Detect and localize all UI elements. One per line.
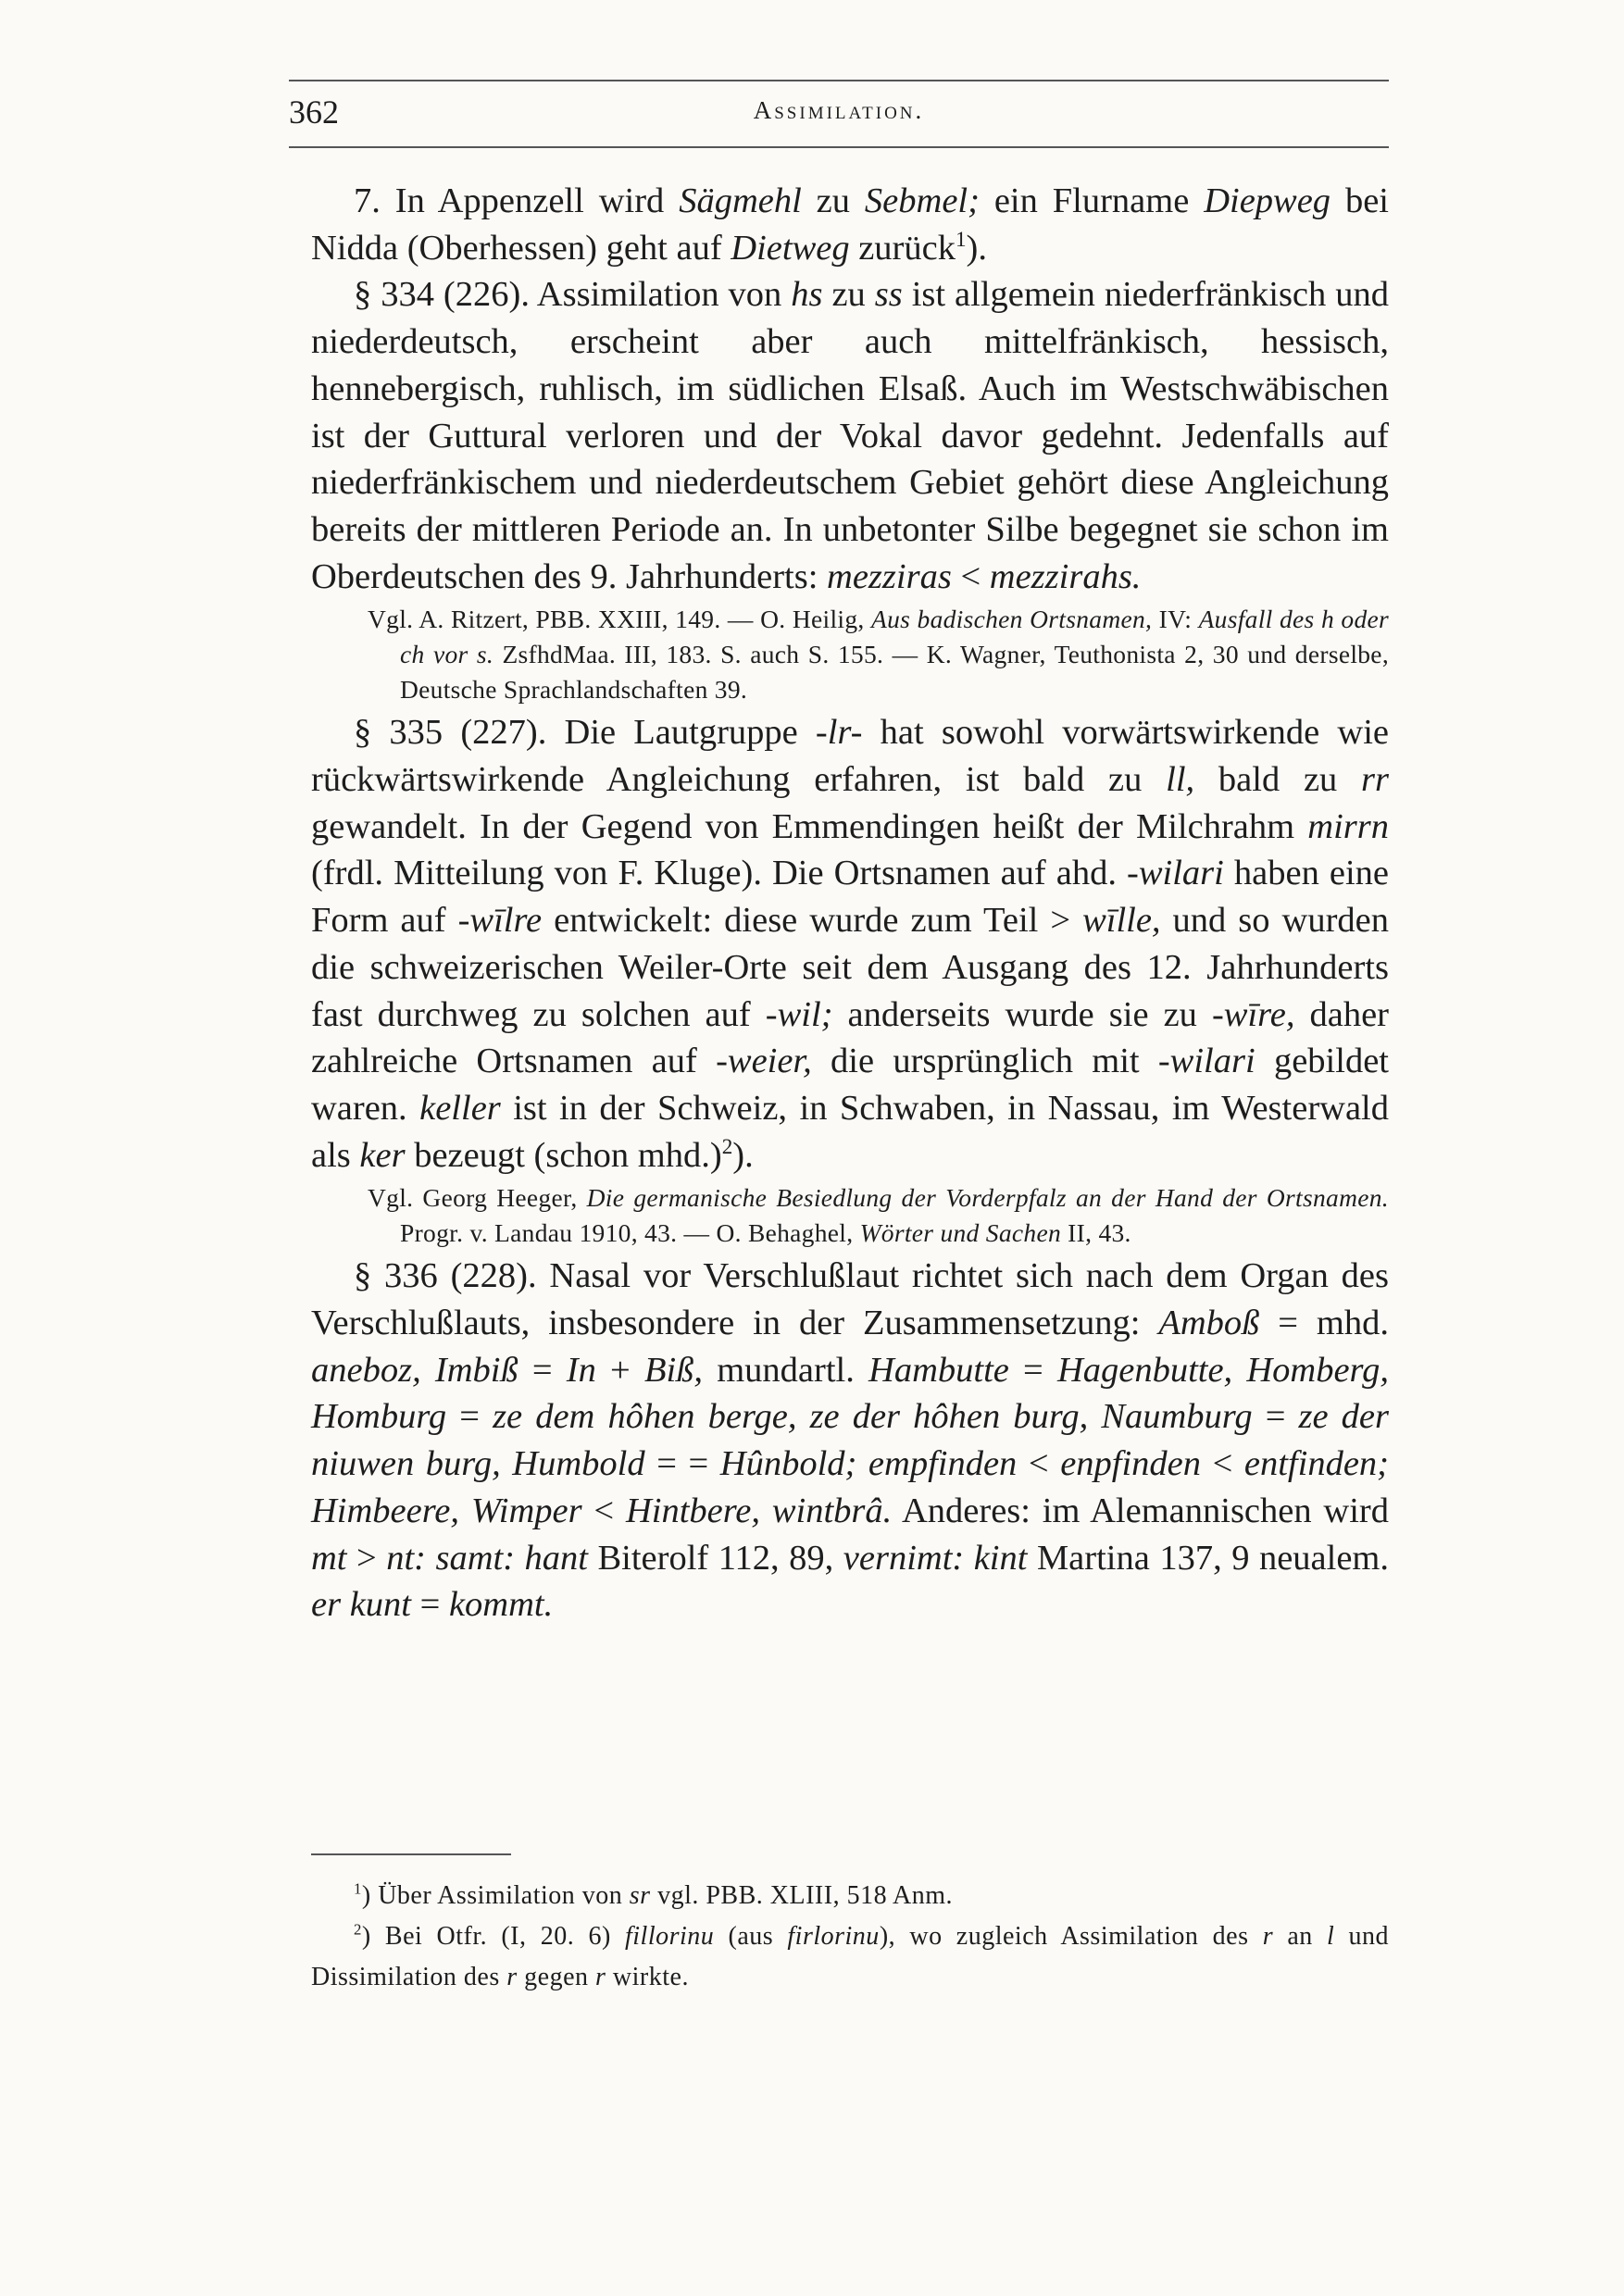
header-bottom-rule bbox=[289, 146, 1389, 148]
section-335: § 335 (227). Die Lautgruppe -lr- hat sowohl vorwärtswirkende wie rückwärtswirkende Angleichung erfahren, ist bald zu ll, bald zu rr gewandelt. In der Gegend von Emmendingen heißt der Milchrahm mirrn (frdl. Mitteilung von F. Kluge). Die Ortsnamen auf ahd. -wilari haben eine Form auf -wīlre entwickelt: diese wurde zum Teil > wīlle, und so wurden die schweizerischen Weiler-Orte seit dem Ausgang des 12. Jahrhunderts fast durchweg zu solchen auf -wil; anderseits wurde sie zu -wīre, daher zahlreiche Ortsnamen auf -weier, die ursprünglich mit -wilari gebildet waren. keller ist in der Schweiz, in Schwaben, in Nassau, im Westerwald als ker bezeugt (schon mhd.)$^2$). bbox=[311, 713, 1390, 1175]
footnote-1: $^1$) Über Assimilation von sr vgl. PBB. XLIII, 518 Anm. bbox=[354, 1879, 954, 1910]
section-336: § 336 (228). Nasal vor Verschlußlaut richtet sich nach dem Organ des Verschlußlauts, insbesondere in der Zusammensetzung: Amboß = mhd. aneboz, Imbiß = In + Biß, mundartl. Hambutte = Hagenbutte, Homberg, Homburg = ze dem hôhen berge, ze der hôhen burg, Naumburg = ze der niuwen burg, Humbold = = Hûnbold; empfinden < enpfinden < entfinden; Himbeere, Wimper < Hintbere, wintbrâ. Anderes: im Alemannischen wird mt > nt: samt: hant Biterolf 112, 89, vernimt: kint Martina 137, 9 neualem. er kunt = kommt. bbox=[311, 1256, 1390, 1625]
section-334-references: Vgl. A. Ritzert, PBB. XXIII, 149. — O. Heilig, Aus badischen Ortsnamen, IV: Ausfall des h oder ch vor s. ZsfhdMaa. III, 183. S. auch S. 155. — K. Wagner, Teuthonista 2, 30 und derselbe, Deutsche Sprachlandschaften 39. bbox=[368, 605, 1390, 705]
page-header bbox=[289, 93, 1389, 139]
footnotes bbox=[311, 1853, 1389, 1998]
footnote-2: $^2$) Bei Otfr. (I, 20. 6) fillorinu (aus firlorinu), wo zugleich Assimilation des r an l und Dissimilation des r gegen r wirkte. bbox=[311, 1920, 1389, 1991]
header-top-rule bbox=[289, 80, 1389, 81]
main-text bbox=[311, 178, 1389, 1628]
section-335-references: Vgl. Georg Heeger, Die germanische Besiedlung der Vorderpfalz an der Hand der Ortsnamen. Progr. v. Landau 1910, 43. — O. Behaghel, Wörter und Sachen II, 43. bbox=[368, 1183, 1389, 1248]
footnote-rule bbox=[311, 1853, 511, 1855]
section-334: § 334 (226). Assimilation von hs zu ss ist allgemein niederfränkisch und niederdeutsch, erscheint aber auch mittelfränkisch, hessisch, hennebergisch, ruhlisch, im südlichen Elsaß. Auch im Westschwäbischen ist der Guttural verloren und der Vokal davor gedehnt. Jedenfalls auf niederfränkischem und niederdeutschem Gebiet gehört diese Angleichung bereits der mittleren Periode an. In unbetonter Silbe begegnet sie schon im Oberdeutschen des 9. Jahrhunderts: mezziras < mezzirahs. bbox=[311, 275, 1389, 596]
page-number: 362 bbox=[289, 94, 339, 131]
running-title: Assimilation. bbox=[753, 96, 925, 124]
footnote-ref-1: 1 bbox=[955, 226, 967, 251]
footnote-ref-2: 2 bbox=[721, 1133, 733, 1158]
paragraph-7: 7. In Appenzell wird Sägmehl zu Sebmel; ein Flurname Diepweg bei Nidda (Oberhessen) geht auf Dietweg zurück$^1$). bbox=[311, 181, 1389, 268]
